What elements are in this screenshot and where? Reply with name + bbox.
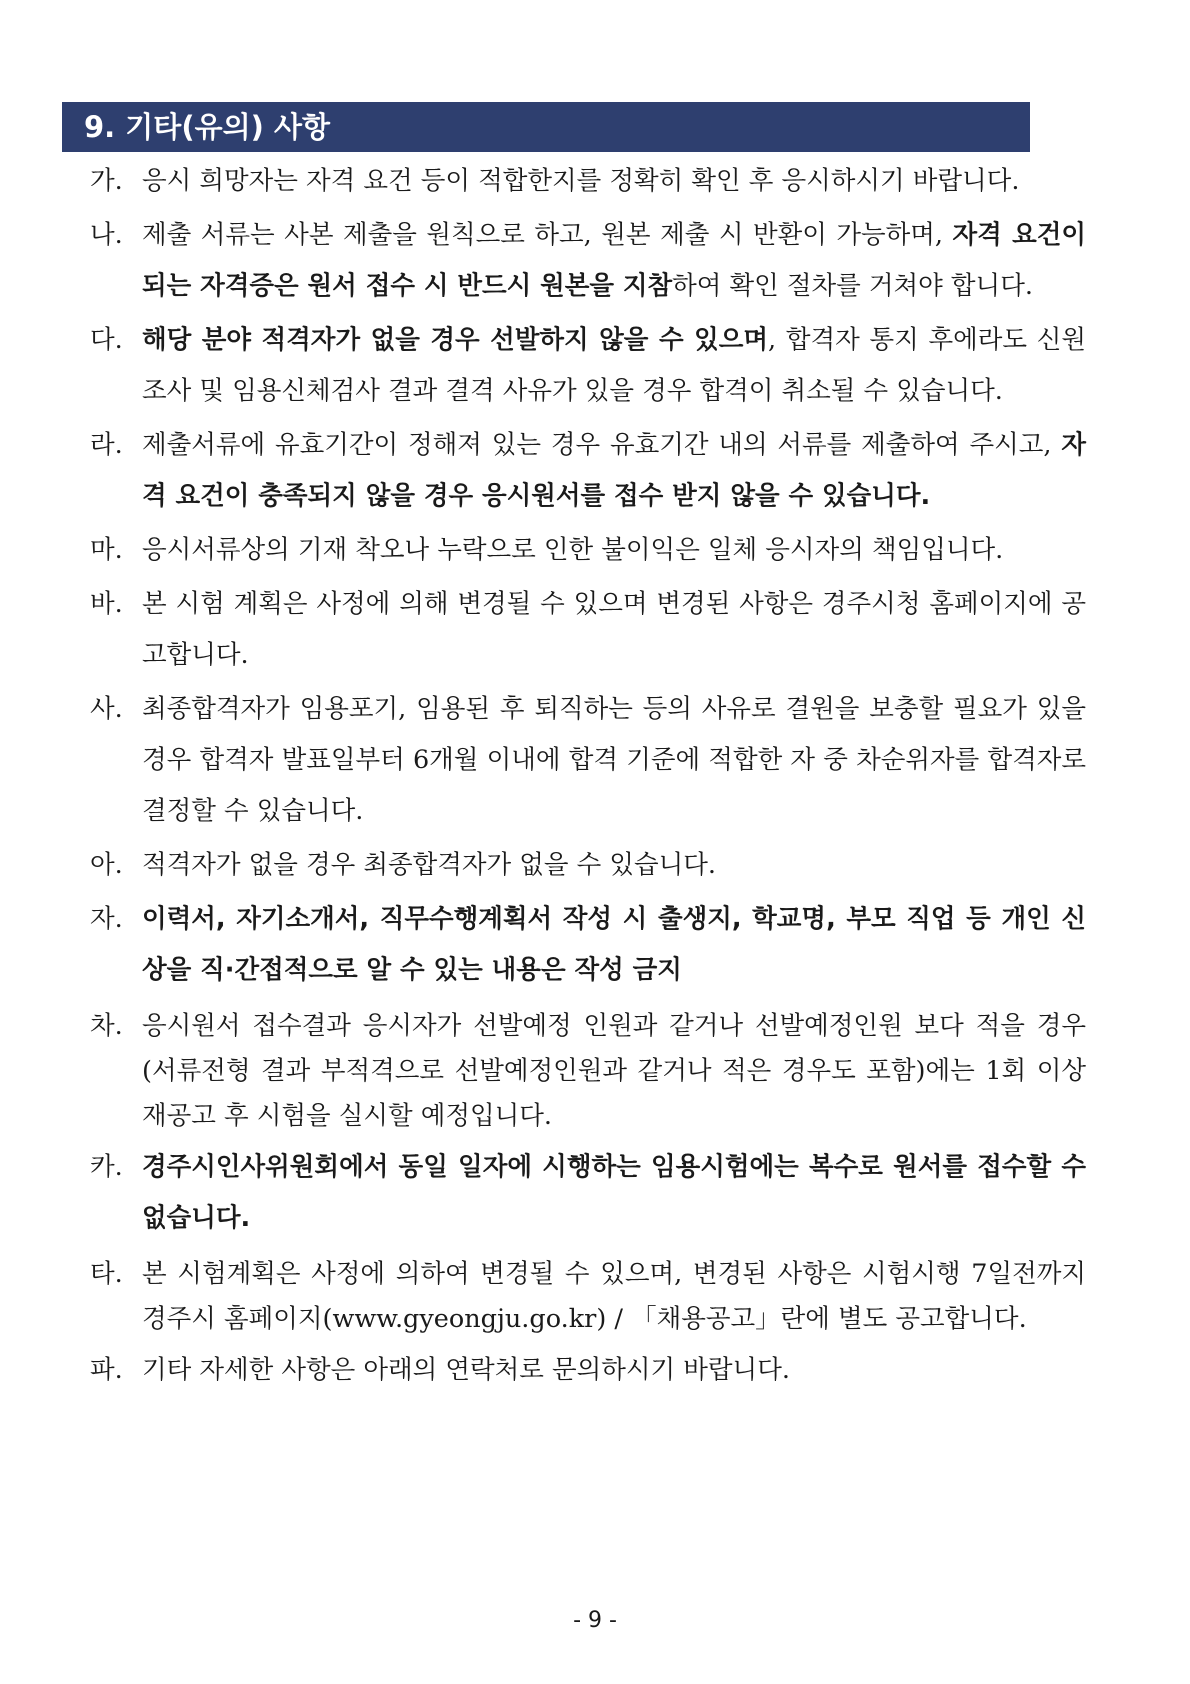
item-text: 제출서류에 유효기간이 정해져 있는 경우 유효기간 내의 서류를 제출하여 주시고, (142, 430, 1062, 460)
list-marker: 사. (90, 694, 123, 724)
list-marker: 파. (90, 1355, 123, 1385)
list-item-ba (90, 579, 1086, 681)
item-text: 기타 자세한 사항은 아래의 연락처로 문의하시기 바랍니다. (142, 1355, 790, 1385)
list-item-a (90, 840, 1086, 891)
list-item-ta (90, 1252, 1086, 1342)
item-text: 응시원서 접수결과 응시자가 선발예정 인원과 같거나 선발예정인원 보다 적을 경우(서류전형 결과 부적격으로 선발예정인원과 같거나 적은 경우도 포함)에는 1회 이상 재공고 후 시험을 실시할 예정입니다. (142, 1011, 1086, 1131)
item-text-bold: 경주시인사위원회에서 동일 일자에 시행하는 임용시험에는 복수로 원서를 접수할 수 없습니다. (142, 1152, 1086, 1233)
list-item-sa (90, 684, 1086, 837)
section-header (62, 102, 1030, 152)
list-marker: 바. (90, 589, 123, 619)
list-item-ja (90, 894, 1086, 996)
list-marker: 마. (90, 535, 123, 565)
item-text: 최종합격자가 임용포기, 임용된 후 퇴직하는 등의 사유로 결원을 보충할 필요가 있을 경우 합격자 발표일부터 6개월 이내에 합격 기준에 적합한 자 중 차순위자를 합격자로 결정할 수 있습니다. (142, 694, 1086, 826)
list-marker: 타. (90, 1259, 123, 1289)
item-text-bold: 자격 요건이 충족되지 않을 경우 응시원서를 접수 받지 않을 수 있습니다. (142, 430, 1086, 511)
list-item-ka (90, 1142, 1086, 1244)
item-text-bold: 자격 요건이 되는 자격증은 원서 접수 시 반드시 원본을 지참 (142, 220, 1086, 301)
list-item-da (90, 315, 1086, 417)
item-text: 응시서류상의 기재 착오나 누락으로 인한 불이익은 일체 응시자의 책임입니다. (142, 535, 1004, 565)
list-marker: 나. (90, 220, 123, 250)
item-text: 적격자가 없을 경우 최종합격자가 없을 수 있습니다. (142, 850, 717, 880)
list-item-ra (90, 420, 1086, 522)
list-item-cha (90, 1004, 1086, 1139)
item-text-bold: 이력서, 자기소개서, 직무수행계획서 작성 시 출생지, 학교명, 부모 직업 등 개인 신상을 직·간접적으로 알 수 있는 내용은 작성 금지 (142, 904, 1086, 985)
section-title: 9. 기타(유의) 사항 (84, 110, 330, 144)
item-text: 본 시험 계획은 사정에 의해 변경될 수 있으며 변경된 사항은 경주시청 홈페이지에 공고합니다. (142, 589, 1086, 670)
list-marker: 아. (90, 850, 123, 880)
list-marker: 카. (90, 1152, 123, 1182)
item-text: , 합격자 통지 후에라도 신원조사 및 임용신체검사 결과 결격 사유가 있을 경우 합격이 취소될 수 있습니다. (142, 325, 1086, 406)
list-item-pa (90, 1345, 1086, 1396)
list-marker: 라. (90, 430, 123, 460)
item-text: 제출 서류는 사본 제출을 원칙으로 하고, 원본 제출 시 반환이 가능하며, (142, 220, 953, 250)
item-text: 본 시험계획은 사정에 의하여 변경될 수 있으며, 변경된 사항은 시험시행 7일전까지 경주시 홈페이지(www.gyeongju.go.kr) / 「채용공고」란에 별도 공고합니다. (142, 1259, 1086, 1334)
list-item-ga (90, 156, 1086, 207)
item-text: 하여 확인 절차를 거쳐야 합니다. (672, 271, 1033, 301)
item-text-bold: 해당 분야 적격자가 없을 경우 선발하지 않을 수 있으며 (142, 325, 768, 355)
list-marker: 가. (90, 166, 123, 196)
notice-list (90, 156, 1086, 1396)
page-number: - 9 - (573, 1608, 617, 1633)
list-marker: 다. (90, 325, 123, 355)
list-marker: 차. (90, 1011, 123, 1041)
list-item-na (90, 210, 1086, 312)
item-text: 응시 희망자는 자격 요건 등이 적합한지를 정확히 확인 후 응시하시기 바랍니다. (142, 166, 1020, 196)
list-marker: 자. (90, 904, 123, 934)
list-item-ma (90, 525, 1086, 576)
